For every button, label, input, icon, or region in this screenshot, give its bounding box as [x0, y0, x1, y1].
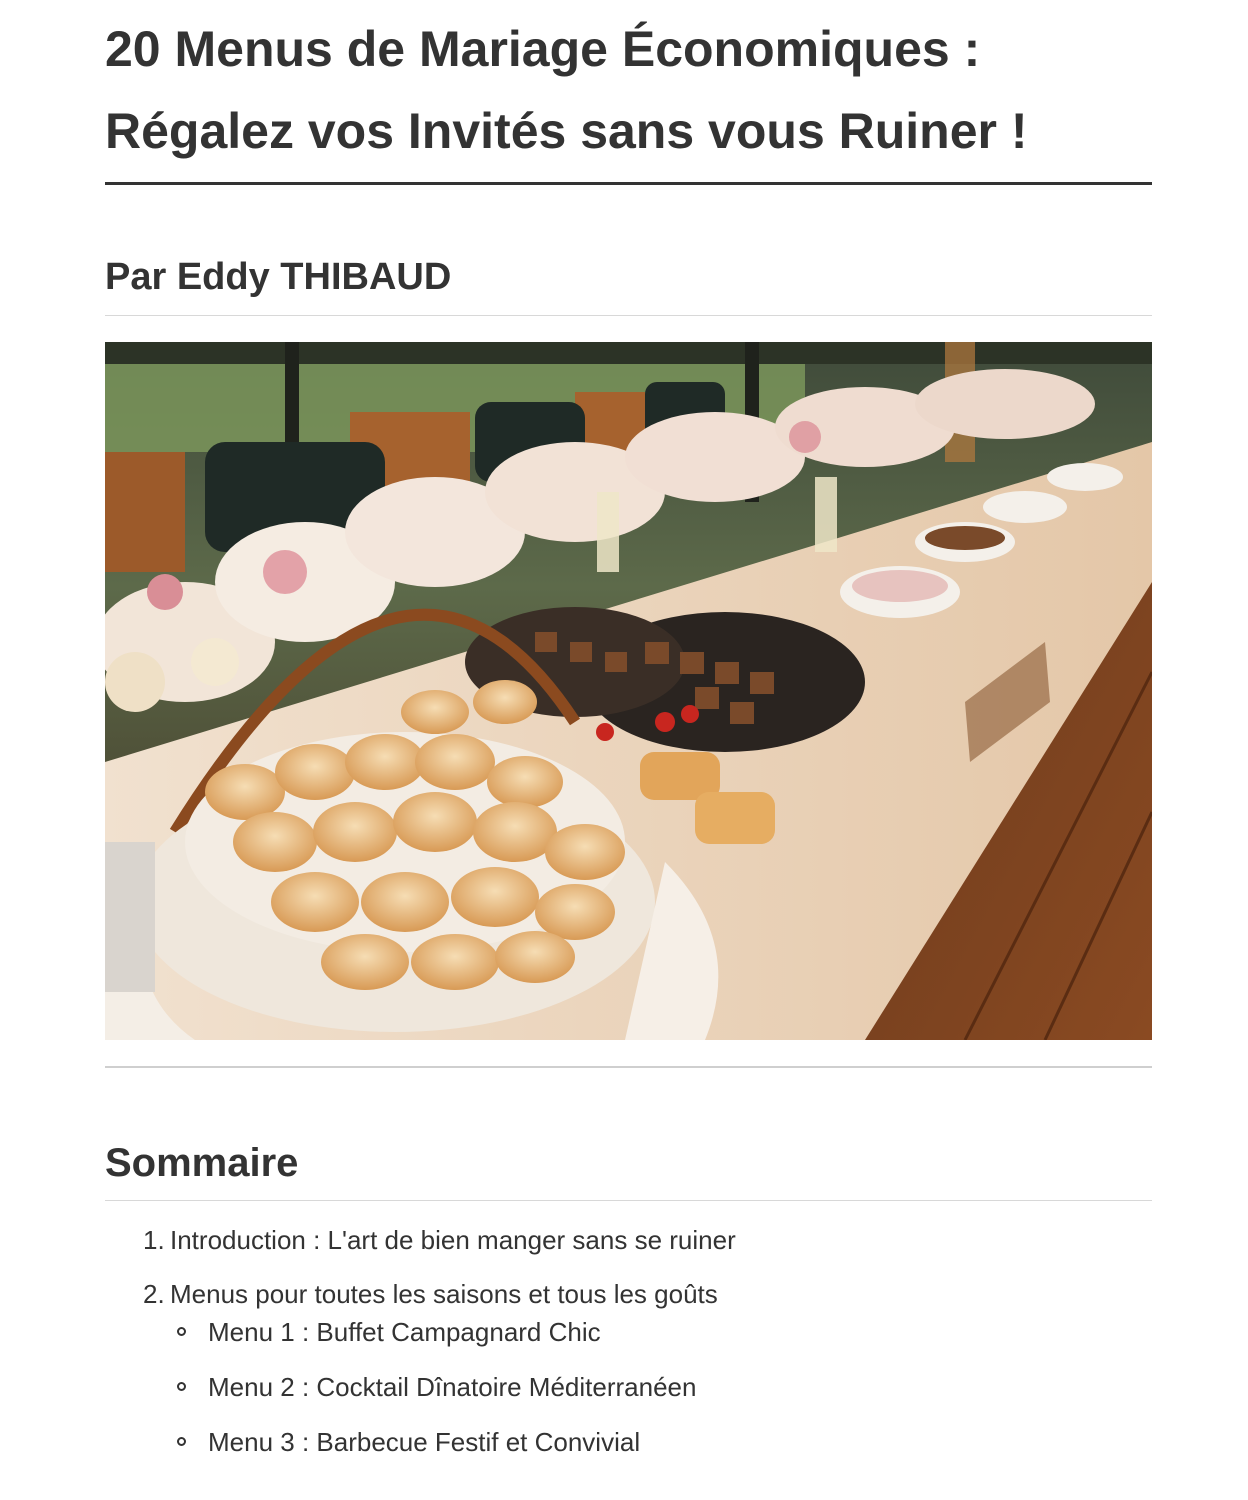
hero-image	[105, 342, 1152, 1040]
toc-subitem-menu-1[interactable]	[208, 1315, 1152, 1349]
toc-divider	[105, 1200, 1152, 1201]
toc-subitem-menu-3[interactable]	[208, 1425, 1152, 1459]
article	[105, 0, 1152, 1480]
toc-item-menus[interactable]	[143, 1277, 1152, 1459]
title-line-2: Régalez vos Invités sans vous Ruiner !	[105, 103, 1028, 159]
circle-bullet-icon	[177, 1327, 186, 1336]
toc-sublist	[143, 1315, 1152, 1459]
wedding-buffet-photo-icon	[105, 342, 1152, 1040]
toc-item-label[interactable]: Introduction : L'art de bien manger sans se ruiner	[170, 1225, 736, 1255]
toc-subitem-label[interactable]: Menu 3 : Barbecue Festif et Convivial	[208, 1427, 641, 1457]
author-byline: Par Eddy THIBAUD	[105, 256, 452, 298]
author-divider	[105, 315, 1152, 316]
toc-list	[105, 1223, 1152, 1459]
title-line-1: 20 Menus de Mariage Économiques :	[105, 21, 981, 77]
toc-item-number: 2.	[143, 1279, 165, 1309]
toc-subitem-label[interactable]: Menu 1 : Buffet Campagnard Chic	[208, 1317, 601, 1347]
toc-subitem-label[interactable]: Menu 2 : Cocktail Dînatoire Méditerranéen	[208, 1372, 697, 1402]
circle-bullet-icon	[177, 1382, 186, 1391]
page-title	[105, 0, 1152, 172]
circle-bullet-icon	[177, 1437, 186, 1446]
toc-item-introduction[interactable]	[143, 1223, 1152, 1257]
toc-item-number: 1.	[143, 1225, 165, 1255]
toc-heading: Sommaire	[105, 1141, 299, 1185]
toc-item-label[interactable]: Menus pour toutes les saisons et tous les goûts	[170, 1279, 718, 1309]
toc-subitem-menu-2[interactable]	[208, 1370, 1152, 1404]
